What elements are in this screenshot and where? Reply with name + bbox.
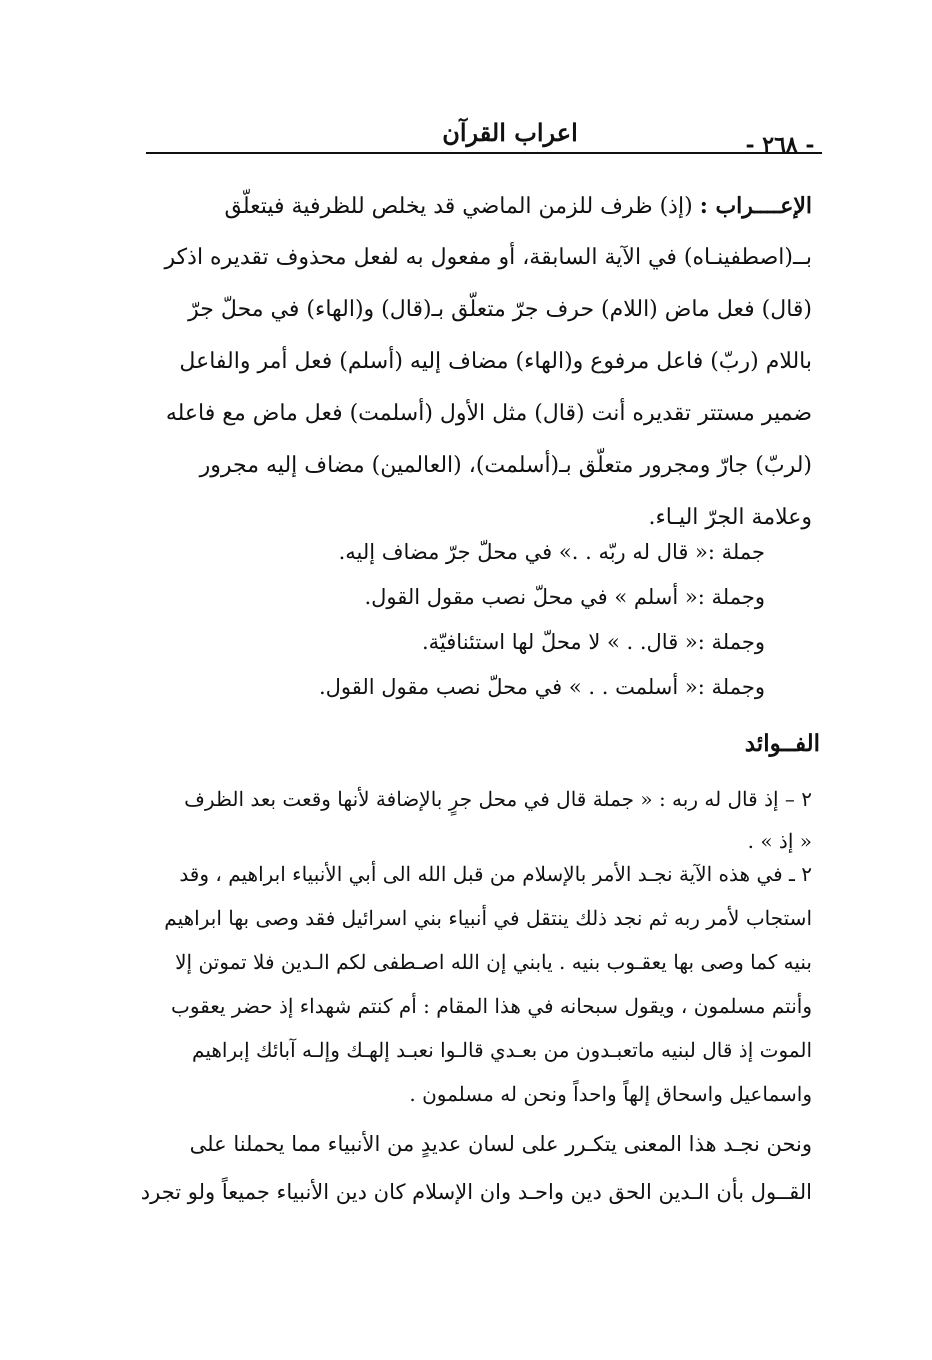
benefit-line: استجاب لأمر ربه ثم نجد ذلك ينتقل في أنبياء بني اسرائيل فقد وصى بها ابراهيم — [164, 906, 812, 930]
clause-item: جملة :« قال له ربّه . .» في محلّ جرّ مضاف إليه. — [338, 540, 765, 564]
clause-item: وجملة :« أسلم » في محلّ نصب مقول القول. — [364, 585, 765, 609]
benefit-line: الموت إذ قال لبنيه ماتعبـدون من بعـدي قالـوا نعبـد إلهـك وإلـه آبائك إبراهيم — [192, 1038, 812, 1062]
iarab-label: الإعــــراب : — [699, 193, 812, 219]
closing-paragraph — [130, 1120, 812, 1216]
iarab-section — [130, 180, 812, 544]
fawaid-heading: الفــوائد — [744, 730, 820, 757]
iarab-line: باللام (ربّ) فاعل مرفوع و(الهاء) مضاف إليه (أسلم) فعل أمر والفاعل — [179, 349, 812, 374]
iarab-line: وعلامة الجرّ اليـاء. — [648, 505, 812, 530]
clause-item: وجملة :« أسلمت . . » في محلّ نصب مقول القول. — [318, 675, 765, 699]
book-title: اعراب القرآن — [442, 118, 578, 147]
iarab-line: (لربّ) جارّ ومجرور متعلّق بـ(أسلمت)، (العالمين) مضاف إليه مجرور — [199, 453, 812, 478]
benefit-line: واسماعيل واسحاق إلهاً واحداً ونحن له مسلمون . — [409, 1082, 812, 1106]
page-number: - ٢٦٨ - — [745, 132, 815, 158]
closing-line: ونحن نجـد هذا المعنى يتكـرر على لسان عديدٍ من الأنبياء مما يحملنا على — [189, 1132, 812, 1156]
benefit-line: ٢ ـ في هذه الآية نجـد الأمر بالإسلام من قبل الله الى أبي الأنبياء ابراهيم ، وقد — [179, 862, 812, 886]
benefit-line: بنيه كما وصى بها يعقـوب بنيه . يابني إن الله اصـطفى لكم الـدين فلا تموتن إلا — [175, 950, 812, 974]
benefit-line: ٢ – إذ قال له ربه : « جملة قال في محل جرٍ بالإضافة لأنها وقعت بعد الظرف — [184, 787, 812, 811]
benefit-1 — [130, 778, 812, 862]
clause-item: وجملة :« قال. . » لا محلّ لها استئنافيّة. — [421, 630, 765, 654]
benefit-line: وأنتم مسلمون ، ويقول سبحانه في هذا المقام : أم كنتم شهداء إذ حضر يعقوب — [171, 994, 812, 1018]
iarab-line: (قال) فعل ماض (اللام) حرف جرّ متعلّق بـ(قال) و(الهاء) في محلّ جرّ — [188, 297, 812, 322]
iarab-line: ضمير مستتر تقديره أنت (قال) مثل الأول (أسلمت) فعل ماض مع فاعله — [165, 401, 812, 426]
benefit-2 — [130, 852, 812, 1116]
iarab-line: بــ(اصطفينـاه) في الآية السابقة، أو مفعول به لفعل محذوف تقديره اذكر — [164, 245, 812, 270]
clause-list — [200, 530, 765, 710]
iarab-line — [130, 180, 812, 232]
header-rule — [146, 152, 822, 154]
iarab-line-text: (إذ) ظرف للزمن الماضي قد يخلص للظرفية فيتعلّق — [224, 194, 693, 219]
closing-line: القــول بأن الـدين الحق دين واحـد وان الإسلام كان دين الأنبياء جميعاً ولو تجرد — [140, 1180, 812, 1204]
benefit-line: « إذ » . — [747, 829, 812, 853]
